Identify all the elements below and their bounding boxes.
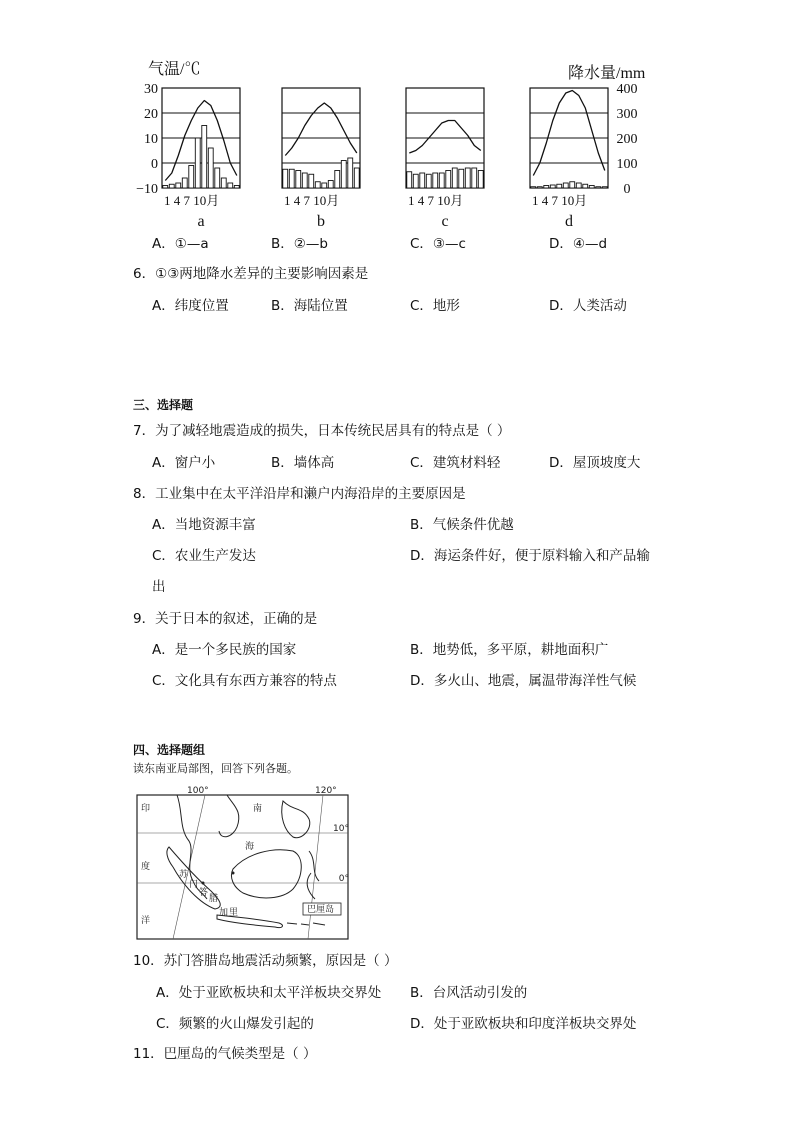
precip-bar xyxy=(465,168,470,188)
precip-axis-title: 降水量/mm xyxy=(568,65,646,82)
place-yin: 印 xyxy=(141,804,151,814)
section4-title: 四、选择题组 xyxy=(133,743,206,757)
place-hai: 海 xyxy=(245,842,255,852)
precip-bar xyxy=(557,184,562,188)
month-tick-label: 1 4 7 10月 xyxy=(408,193,464,208)
q6-option-d[interactable]: D．人类活动 xyxy=(549,298,627,314)
precip-tick-label: 200 xyxy=(616,132,638,147)
q7-option-b[interactable]: B．墙体高 xyxy=(271,455,335,471)
q9-stem: 9．关于日本的叙述，正确的是 xyxy=(133,611,318,627)
precip-bar xyxy=(439,173,444,188)
q8-option-b[interactable]: B．气候条件优越 xyxy=(410,517,514,533)
precip-bar xyxy=(202,126,207,189)
precip-bar xyxy=(163,186,168,189)
panel-label: b xyxy=(317,213,325,230)
lat-label-0: 0° xyxy=(338,874,349,884)
temp-tick-label: −10 xyxy=(136,182,158,197)
q6-option-c[interactable]: C．地形 xyxy=(410,298,460,314)
temp-tick-label: 0 xyxy=(151,157,158,172)
precip-bar xyxy=(589,186,594,189)
q8-option-a[interactable]: A．当地资源丰富 xyxy=(152,517,256,533)
precip-bar xyxy=(221,178,226,188)
lat-label-10: 10° xyxy=(333,824,349,834)
q9-option-d[interactable]: D．多火山、地震，属温带海洋性气候 xyxy=(410,673,637,689)
place-da: 答 xyxy=(199,888,209,898)
precip-bar xyxy=(302,173,307,188)
precip-bar xyxy=(208,148,213,188)
precip-bar xyxy=(596,187,601,188)
month-tick-label: 1 4 7 10月 xyxy=(532,193,588,208)
place-la: 腊 xyxy=(209,894,219,904)
q10-option-a[interactable]: A．处于亚欧板块和太平洋板块交界处 xyxy=(156,985,382,1001)
precip-bar xyxy=(195,138,200,188)
precip-bar xyxy=(426,174,431,188)
place-li: 里 xyxy=(229,908,239,918)
place-men: 门 xyxy=(189,880,199,890)
precip-bar xyxy=(563,183,568,188)
q6-stem: 6．①③两地降水差异的主要影响因素是 xyxy=(133,266,369,282)
precip-bar xyxy=(459,169,464,188)
q5-option-c[interactable]: C．③—c xyxy=(410,236,466,252)
panel-label: c xyxy=(441,213,449,230)
precip-bar xyxy=(478,171,483,189)
precip-bar xyxy=(169,184,174,188)
q10-option-c[interactable]: C．频繁的火山爆发引起的 xyxy=(156,1016,314,1032)
place-bali: 巴厘岛 xyxy=(307,905,335,915)
precip-bar xyxy=(176,183,181,188)
climate-chart-svg xyxy=(130,56,670,236)
precip-bar xyxy=(189,166,194,189)
precip-bar xyxy=(283,169,288,188)
q5-option-a[interactable]: A．①—a xyxy=(152,236,209,252)
climate-panel-d xyxy=(530,88,608,230)
q9-option-b[interactable]: B．地势低，多平原，耕地面积广 xyxy=(410,642,609,658)
climate-panel-a xyxy=(162,88,240,230)
precip-bar xyxy=(215,168,220,188)
precip-bar xyxy=(228,183,233,188)
q10-option-b[interactable]: B．台风活动引发的 xyxy=(410,985,528,1001)
temp-tick-label: 10 xyxy=(144,132,158,147)
precip-bar xyxy=(341,161,346,189)
q7-stem: 7．为了减轻地震造成的损失，日本传统民居具有的特点是（ ） xyxy=(133,423,511,439)
precip-bar xyxy=(433,173,438,188)
q8-option-d[interactable]: D．海运条件好，便于原料输入和产品输 xyxy=(410,548,650,564)
precip-bar xyxy=(354,168,359,188)
precip-bar xyxy=(315,182,320,188)
precip-bar xyxy=(296,171,301,189)
q7-option-c[interactable]: C．建筑材料轻 xyxy=(410,455,501,471)
city-dot xyxy=(202,882,205,885)
precip-tick-label: 300 xyxy=(616,107,638,122)
q7-option-d[interactable]: D．屋顶坡度大 xyxy=(549,455,641,471)
precip-bar xyxy=(544,186,549,189)
q5-option-d[interactable]: D．④—d xyxy=(549,236,608,252)
temp-tick-label: 20 xyxy=(144,107,158,122)
q6-option-b[interactable]: B．海陆位置 xyxy=(271,298,348,314)
precip-bar xyxy=(570,182,575,188)
precip-bar xyxy=(531,187,536,188)
precip-bar xyxy=(576,183,581,188)
precip-bar xyxy=(602,187,607,188)
panel-label: d xyxy=(565,213,573,230)
place-su: 苏 xyxy=(179,870,189,880)
month-tick-label: 1 4 7 10月 xyxy=(164,193,220,208)
precip-bar xyxy=(309,174,314,188)
temp-axis-title: 气温/℃ xyxy=(148,61,201,78)
place-yang: 洋 xyxy=(141,916,151,926)
month-tick-label: 1 4 7 10月 xyxy=(284,193,340,208)
precip-bar xyxy=(289,169,294,188)
precip-bar xyxy=(182,178,187,188)
lon-label-100: 100° xyxy=(187,786,209,796)
q10-stem: 10．苏门答腊岛地震活动频繁，原因是（ ） xyxy=(133,953,398,969)
q5-option-b[interactable]: B．②—b xyxy=(271,236,328,252)
q11-stem: 11．巴厘岛的气候类型是（ ） xyxy=(133,1046,317,1062)
precip-tick-label: 0 xyxy=(623,182,631,197)
precip-tick-label: 100 xyxy=(616,157,638,172)
section3-title: 三、选择题 xyxy=(133,398,194,412)
precip-bar xyxy=(550,185,555,188)
q7-option-a[interactable]: A．窗户小 xyxy=(152,455,216,471)
southeast-asia-map xyxy=(133,781,351,941)
place-nan: 南 xyxy=(253,804,263,814)
q9-option-a[interactable]: A．是一个多民族的国家 xyxy=(152,642,297,658)
section4-intro: 读东南亚局部图，回答下列各题。 xyxy=(133,762,298,775)
precip-bar xyxy=(335,171,340,189)
q6-option-a[interactable]: A．纬度位置 xyxy=(152,298,229,314)
q10-option-d[interactable]: D．处于亚欧板块和印度洋板块交界处 xyxy=(410,1016,637,1032)
precip-bar xyxy=(446,171,451,189)
precip-bar xyxy=(407,172,412,188)
lon-label-120: 120° xyxy=(315,786,337,796)
climate-panel-b xyxy=(282,88,360,230)
precip-bar xyxy=(537,187,542,188)
q8-option-c[interactable]: C．农业生产发达 xyxy=(152,548,256,564)
temp-tick-label: 30 xyxy=(144,82,158,97)
climate-panel-c xyxy=(406,88,484,230)
climate-figure xyxy=(130,56,670,236)
precip-bar xyxy=(328,181,333,189)
precip-bar xyxy=(472,168,477,188)
panel-label: a xyxy=(197,213,205,230)
precip-bar xyxy=(420,173,425,188)
q8-stem: 8．工业集中在太平洋沿岸和濑户内海沿岸的主要原因是 xyxy=(133,486,466,502)
place-jia: 加 xyxy=(219,908,229,918)
precip-bar xyxy=(452,168,457,188)
precip-bar xyxy=(413,174,418,188)
map-svg xyxy=(133,781,351,941)
city-dot xyxy=(232,872,235,875)
precip-bar xyxy=(348,158,353,188)
precip-bar xyxy=(322,183,327,188)
precip-tick-label: 400 xyxy=(616,82,638,97)
precip-bar xyxy=(234,186,239,189)
precip-bar xyxy=(583,184,588,188)
q9-option-c[interactable]: C．文化具有东西方兼容的特点 xyxy=(152,673,337,689)
q8-option-d-wrap: 出 xyxy=(152,579,166,595)
place-du: 度 xyxy=(141,862,151,872)
